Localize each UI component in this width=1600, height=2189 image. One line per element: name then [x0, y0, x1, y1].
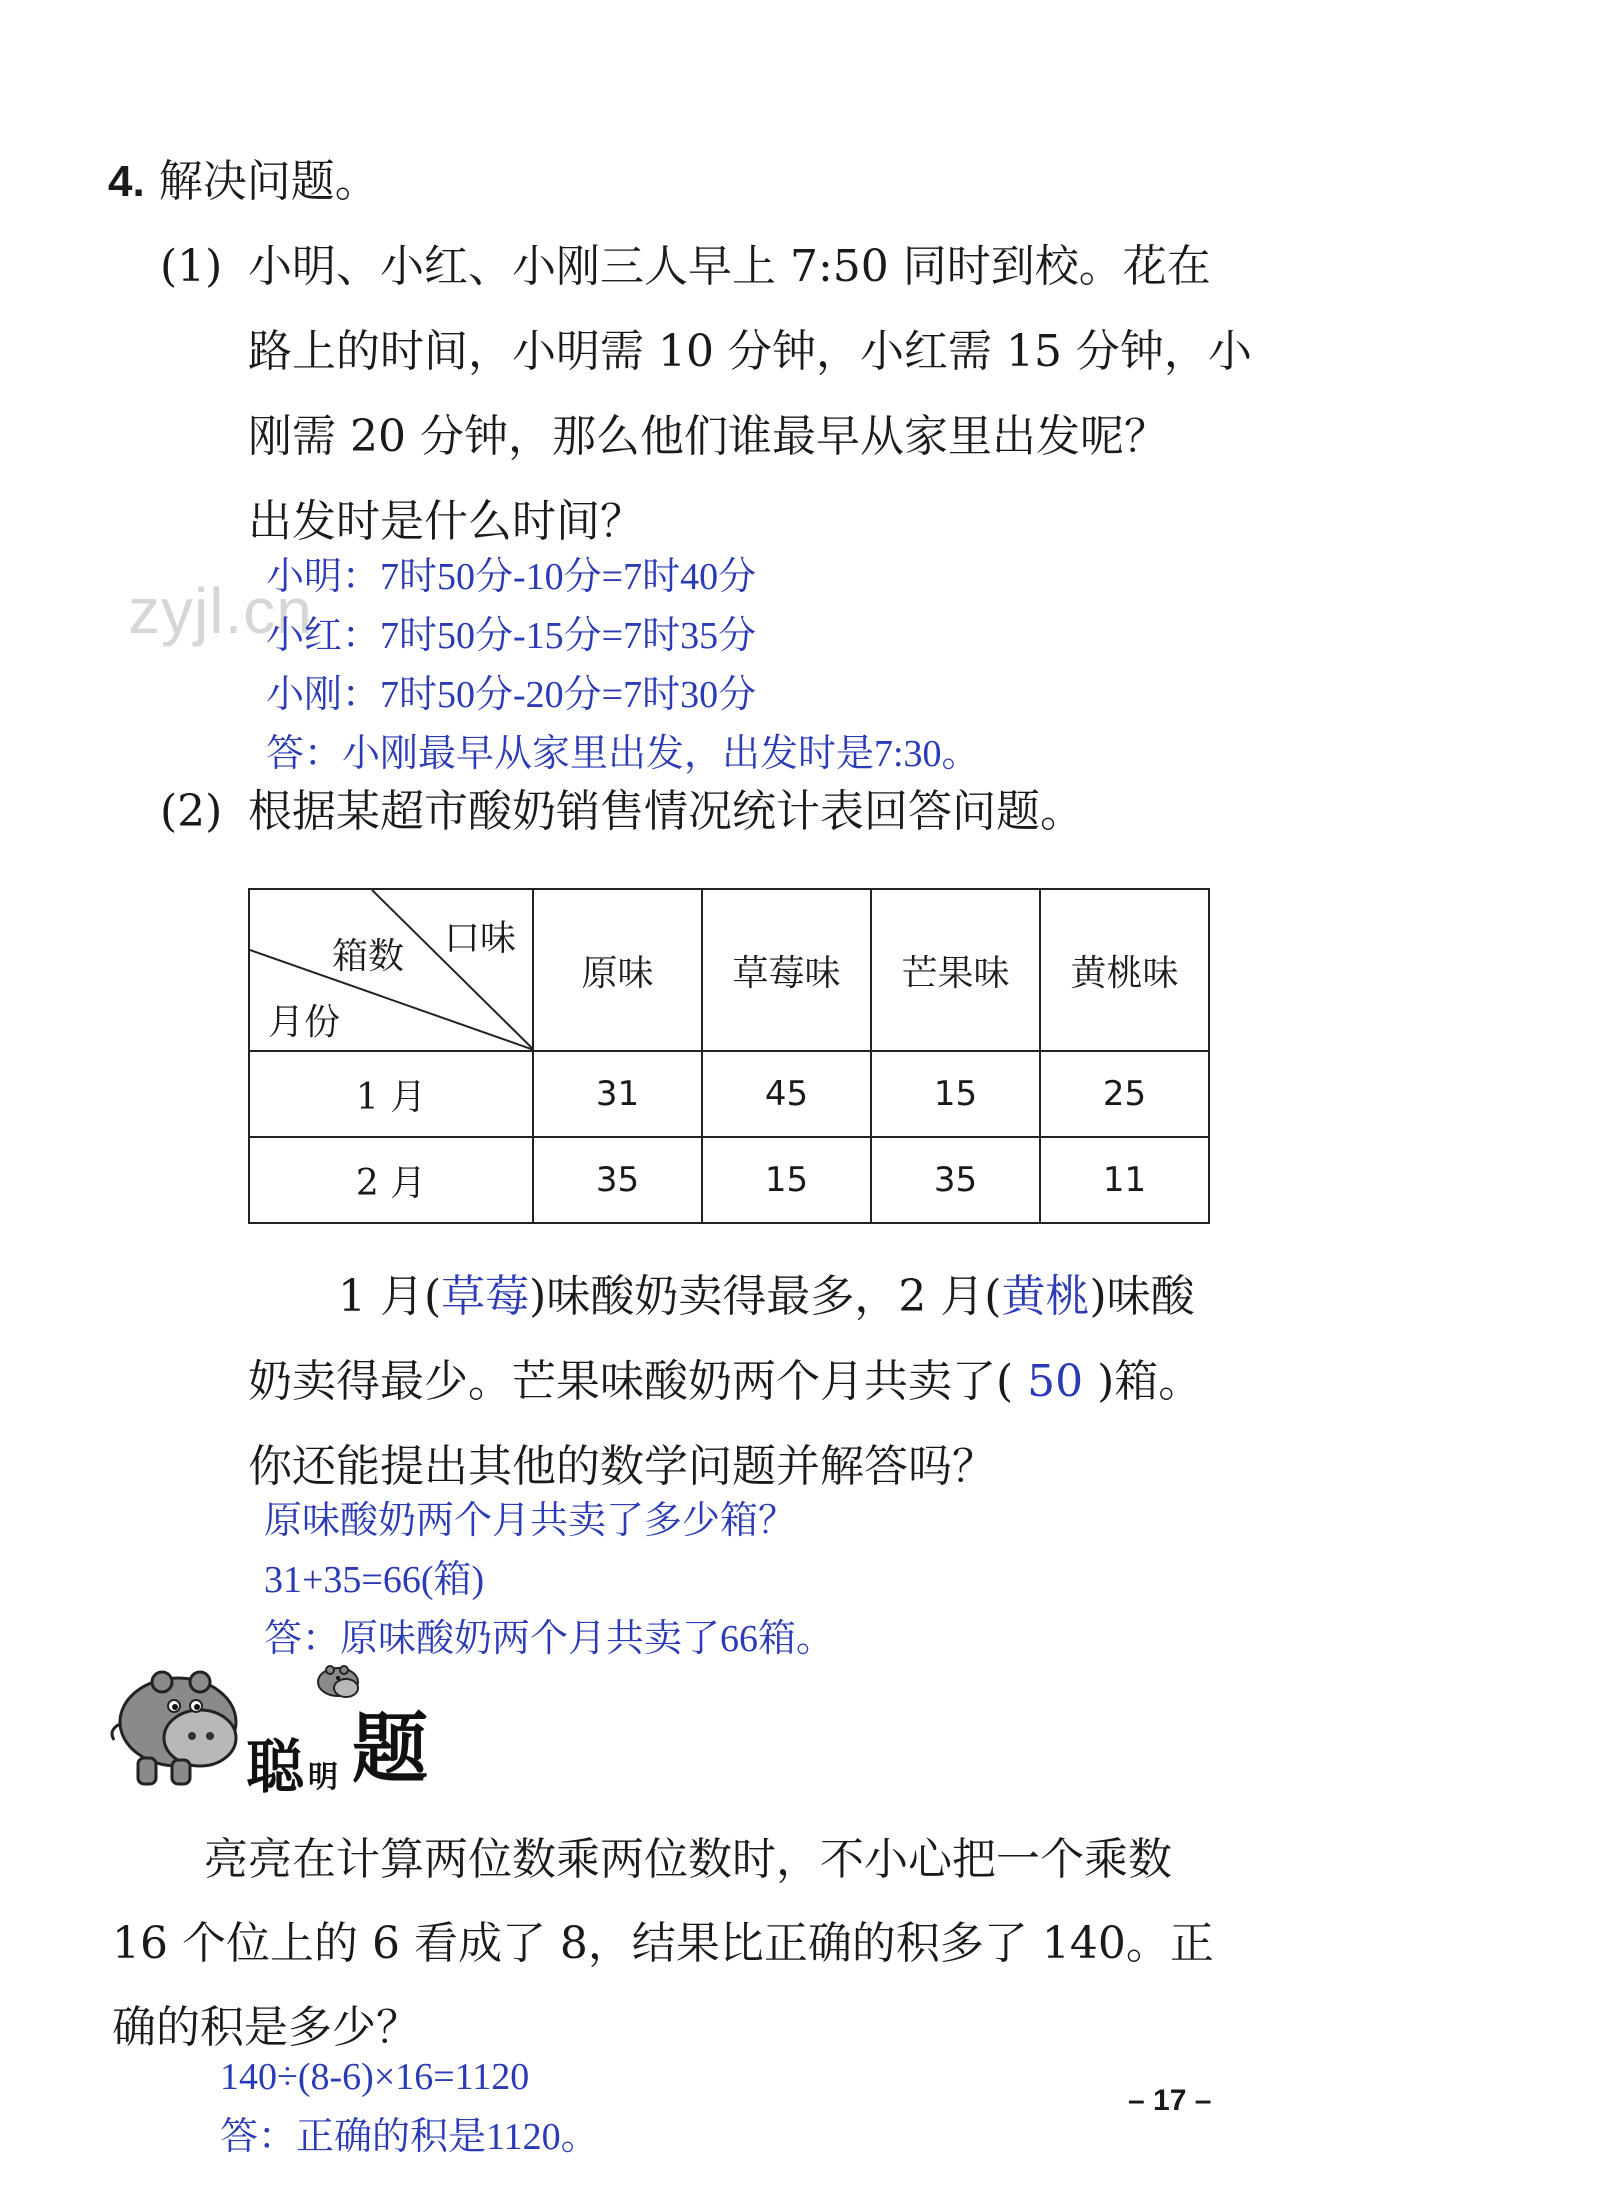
table-header-cell: 黄桃味 — [1040, 889, 1209, 1051]
fill-blank-most: 草莓 — [441, 1271, 530, 1322]
fill-blank-least: 黄桃 — [1001, 1271, 1090, 1322]
part-1-answer-2: 小红：7时50分-15分=7时35分 — [266, 615, 757, 657]
table-cell: 45 — [702, 1051, 871, 1137]
page-number: – 17 – — [1128, 2084, 1212, 2117]
part-2-answer-1: 原味酸奶两个月共卖了多少箱？ — [264, 1500, 797, 1542]
fill-line-2 — [248, 1356, 1203, 1407]
part-1-line-4: 出发时是什么时间？ — [248, 496, 644, 547]
part-2-answer-2: 31+35=66(箱) — [264, 1559, 485, 1601]
part-2-answer-3: 答：原味酸奶两个月共卖了66箱。 — [264, 1618, 835, 1660]
question-number: 4. — [108, 157, 145, 206]
table-header-cell: 芒果味 — [871, 889, 1040, 1051]
part-1-line-1: 小明、小红、小刚三人早上 7:50 同时到校。花在 — [248, 241, 1211, 292]
part-1-line-3: 刚需 20 分钟，那么他们谁最早从家里出发呢？ — [248, 411, 1168, 462]
clever-line-3: 确的积是多少？ — [112, 2002, 420, 2053]
fill-text: 奶卖得最少。芒果味酸奶两个月共卖了( — [248, 1356, 1014, 1407]
part-1-answer-3: 小刚：7时50分-20分=7时30分 — [266, 674, 757, 716]
table-cell: 35 — [871, 1137, 1040, 1223]
table-row-label: 2 月 — [249, 1137, 533, 1223]
clever-line-1: 亮亮在计算两位数乘两位数时，不小心把一个乘数 — [204, 1834, 1172, 1885]
table-header-cell: 原味 — [533, 889, 702, 1051]
watermark: zyjl.cn — [128, 575, 313, 647]
table-row — [249, 1051, 1209, 1137]
fill-line-1 — [338, 1271, 1195, 1322]
fill-text: )味酸奶卖得最多，2 月( — [529, 1271, 1002, 1322]
clever-question-heading — [108, 1660, 448, 1801]
table-header-cell: 草莓味 — [702, 889, 871, 1051]
question-title: 解决问题。 — [158, 156, 379, 207]
table-row-label: 1 月 — [249, 1051, 533, 1137]
question-4-title — [108, 156, 379, 207]
heading-char-1: 聪 — [246, 1733, 305, 1801]
fill-line-3: 你还能提出其他的数学问题并解答吗？ — [248, 1441, 996, 1492]
fill-text: )箱。 — [1097, 1356, 1203, 1407]
table-cell: 25 — [1040, 1051, 1209, 1137]
table-cell: 11 — [1040, 1137, 1209, 1223]
corner-label-flavor: 口味 — [444, 918, 517, 959]
sales-table-grid — [248, 888, 1210, 1224]
fill-text: 1 月( — [338, 1271, 442, 1322]
table-cell: 31 — [533, 1051, 702, 1137]
part-1-label: (1) — [160, 241, 223, 292]
heading-char-2: 明 — [308, 1760, 338, 1795]
part-2-label: (2) — [160, 786, 223, 837]
heading-char-3: 题 — [352, 1704, 428, 1793]
part-1-line-2: 路上的时间，小明需 10 分钟，小红需 15 分钟，小 — [248, 326, 1252, 377]
sales-table — [248, 888, 1208, 1218]
part-1-answer-4: 答：小刚最早从家里出发，出发时是7:30。 — [266, 733, 980, 775]
part-2-intro: 根据某超市酸奶销售情况统计表回答问题。 — [248, 786, 1084, 837]
table-cell: 35 — [533, 1137, 702, 1223]
fill-blank-total: 50 — [1013, 1356, 1098, 1407]
clever-answer-1: 140÷(8-6)×16=1120 — [220, 2056, 530, 2098]
corner-label-month: 月份 — [268, 1002, 341, 1043]
corner-label-boxes: 箱数 — [332, 936, 405, 977]
table-cell: 15 — [702, 1137, 871, 1223]
table-corner-cell — [249, 889, 533, 1051]
part-1-answer-1: 小明：7时50分-10分=7时40分 — [266, 556, 757, 598]
table-row — [249, 1137, 1209, 1223]
table-cell: 15 — [871, 1051, 1040, 1137]
clever-answer-2: 答：正确的积是1120。 — [220, 2116, 599, 2158]
fill-text: )味酸 — [1089, 1271, 1195, 1322]
table-header-row — [249, 889, 1209, 1051]
clever-line-2: 16 个位上的 6 看成了 8，结果比正确的积多了 140。正 — [112, 1918, 1214, 1969]
